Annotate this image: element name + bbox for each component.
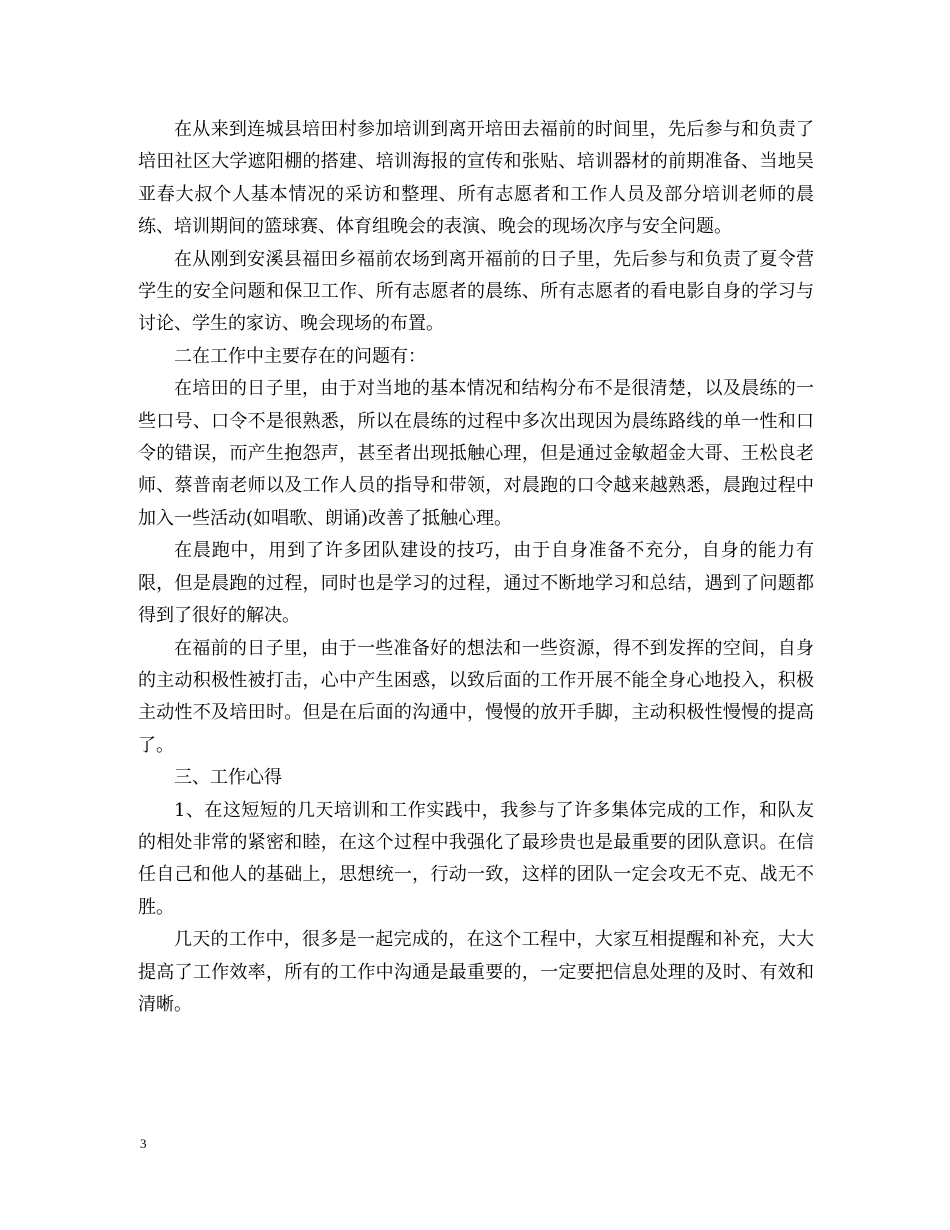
paragraph-communication: 几天的工作中，很多是一起完成的，在这个工程中，大家互相提醒和补充，大大提高了工作效率，所有的工作中沟通是最重要的，一定要把信息处理的及时、有效和清晰。: [138, 929, 814, 1015]
page-number: 3: [140, 1136, 147, 1151]
paragraph-peitian-problems: 在培田的日子里，由于对当地的基本情况和结构分布不是很清楚，以及晨练的一些口号、口令不是很熟悉，所以在晨练的过程中多次出现因为晨练路线的单一性和口令的错误，而产生抱怨声，甚至者出现抵触心理，但是通过金敏超金大哥、王松良老师、蔡普南老师以及工作人员的指导和带领，对晨跑的口令越来越熟悉，晨跑过程中加入一些活动(如唱歌、朗诵)改善了抵触心理。: [138, 378, 814, 529]
body-text: [138, 114, 814, 1021]
section-heading-problems: 二在工作中主要存在的问题有：: [174, 345, 426, 367]
paragraph-training-duties: 在从来到连城县培田村参加培训到离开培田去福前的时间里，先后参与和负责了培田社区大学遮阳棚的搭建、培训海报的宣传和张贴、培训器材的前期准备、当地吴亚春大叔个人基本情况的采访和整理、所有志愿者和工作人员及部分培训老师的晨练、培训期间的篮球赛、体育组晚会的表演、晚会的现场次序与安全问题。: [138, 119, 814, 238]
paragraph-camp-duties: 在从刚到安溪县福田乡福前农场到离开福前的日子里，先后参与和负责了夏令营学生的安全问题和保卫工作、所有志愿者的晨练、所有志愿者的看电影自身的学习与讨论、学生的家访、晚会现场的布置。: [138, 248, 814, 335]
section-heading-reflections: 三、工作心得: [174, 767, 282, 789]
paragraph-teamwork: 1、在这短短的几天培训和工作实践中，我参与了许多集体完成的工作，和队友的相处非常的紧密和睦，在这个过程中我强化了最珍贵也是最重要的团队意识。在信任自己和他人的基础上，思想统一，行动一致，这样的团队一定会攻无不克、战无不胜。: [138, 799, 814, 918]
paragraph-morning-run: 在晨跑中，用到了许多团队建设的技巧，由于自身准备不充分，自身的能力有限，但是晨跑的过程，同时也是学习的过程，通过不断地学习和总结，遇到了问题都得到了很好的解决。: [138, 540, 814, 627]
paragraph-fuqian-problems: 在福前的日子里，由于一些准备好的想法和一些资源，得不到发挥的空间，自身的主动积极性被打击，心中产生困惑，以致后面的工作开展不能全身心地投入，积极主动性不及培田时。但是在后面的沟通中，慢慢的放开手脚，主动积极性慢慢的提高了。: [138, 637, 814, 756]
